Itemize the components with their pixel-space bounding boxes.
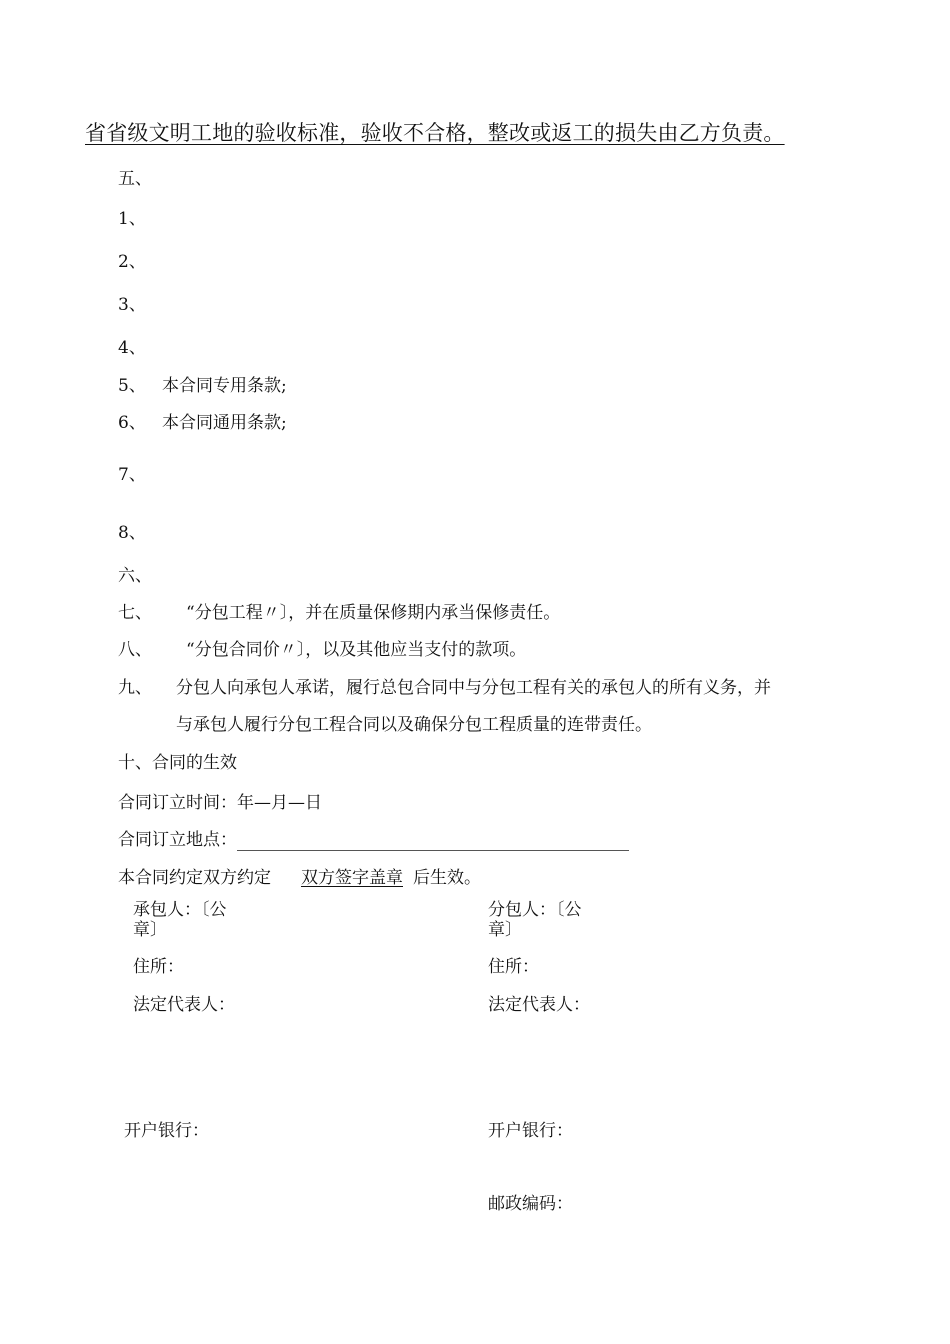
contractor-legal-rep: 法定代表人： xyxy=(133,995,235,1015)
item-number: 2、 xyxy=(118,252,146,272)
section-10-heading: 十、合同的生效 xyxy=(118,753,237,773)
contractor-seal-line-2: 章〕 xyxy=(133,920,167,940)
sign-place xyxy=(118,829,629,851)
item-number: 6、 xyxy=(118,413,146,433)
item-number: 4、 xyxy=(118,338,146,358)
list-item xyxy=(118,464,162,486)
intro-line: 省省级文明工地的验收标准，验收不合格，整改或返工的损失由乙方负责。 xyxy=(85,121,785,145)
section-8-label: 八、 xyxy=(118,640,152,660)
sign-place-blank[interactable] xyxy=(237,832,629,851)
section-7 xyxy=(118,602,560,624)
section-6-heading: 六、 xyxy=(118,566,152,586)
list-item xyxy=(118,251,162,273)
subcontractor-seal-line-2: 章〕 xyxy=(488,920,522,940)
item-number: 8、 xyxy=(118,523,146,543)
sign-place-label: 合同订立地点： xyxy=(118,830,237,850)
section-9 xyxy=(118,677,771,699)
section-5-heading: 五、 xyxy=(118,169,152,189)
section-8-text: “分包合同价〃〕，以及其他应当支付的款项。 xyxy=(186,640,527,660)
section-7-label: 七、 xyxy=(118,603,152,623)
list-item xyxy=(118,412,287,434)
subcontractor-legal-rep: 法定代表人： xyxy=(488,995,590,1015)
list-item xyxy=(118,208,162,230)
section-9-label: 九、 xyxy=(118,678,152,698)
subcontractor-address: 住所： xyxy=(488,957,539,977)
contractor-address: 住所： xyxy=(133,957,184,977)
item-number: 7、 xyxy=(118,465,146,485)
effect-clause xyxy=(118,867,481,889)
item-number: 1、 xyxy=(118,209,146,229)
subcontractor-postcode: 邮政编码： xyxy=(488,1194,573,1214)
list-item xyxy=(118,294,162,316)
contractor-seal xyxy=(133,900,227,940)
section-7-text: “分包工程〃〕，并在质量保修期内承当保修责任。 xyxy=(186,603,561,623)
effect-prefix: 本合同约定双方约定 xyxy=(118,868,271,888)
contractor-bank: 开户银行： xyxy=(124,1121,209,1141)
section-9-line-1: 分包人向承包人承诺，履行总包合同中与分包工程有关的承包人的所有义务，并 xyxy=(176,678,771,698)
sign-time: 合同订立时间：年—月—日 xyxy=(118,793,322,813)
list-item xyxy=(118,522,162,544)
effect-underlined: 双方签字盖章 xyxy=(301,868,403,888)
item-text: 本合同通用条款; xyxy=(162,413,287,433)
item-text: 本合同专用条款; xyxy=(162,376,287,396)
section-8 xyxy=(118,639,526,661)
subcontractor-bank: 开户银行： xyxy=(488,1121,573,1141)
item-number: 5、 xyxy=(118,376,146,396)
list-item xyxy=(118,375,287,397)
subcontractor-seal-line-1: 分包人：〔公 xyxy=(488,900,582,920)
contractor-seal-line-1: 承包人：〔公 xyxy=(133,900,227,920)
section-9-line-2: 与承包人履行分包工程合同以及确保分包工程质量的连带责任。 xyxy=(176,715,652,735)
effect-suffix: 后生效。 xyxy=(413,868,481,888)
list-item xyxy=(118,337,162,359)
item-number: 3、 xyxy=(118,295,146,315)
subcontractor-seal xyxy=(488,900,582,940)
